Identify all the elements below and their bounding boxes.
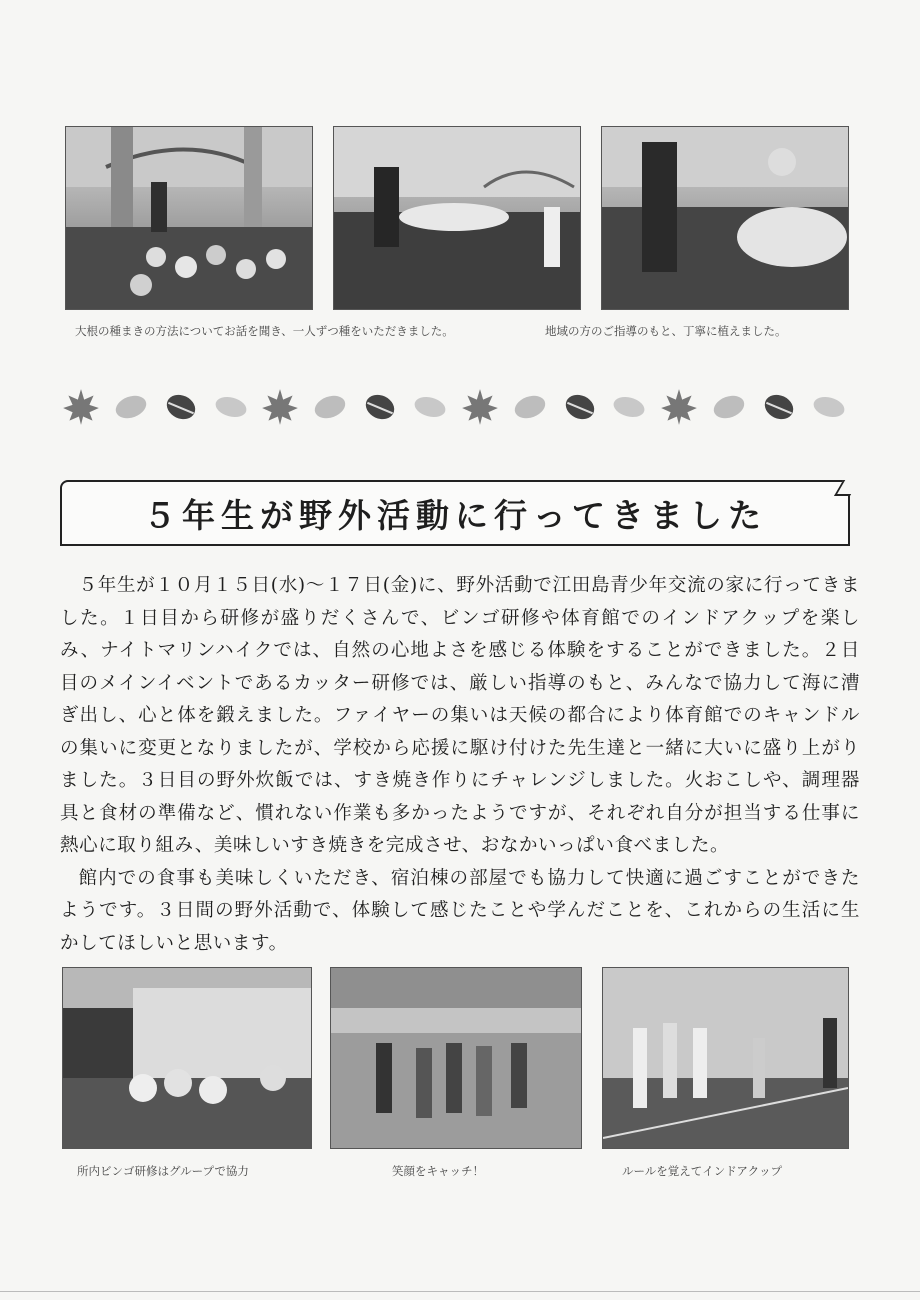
scan-edge-line <box>0 1291 920 1292</box>
maple-leaf-icon <box>459 386 501 428</box>
leaf-icon <box>110 386 152 428</box>
article-title-box <box>60 480 850 546</box>
acorn-leaf-icon <box>559 386 601 428</box>
top-caption-2: 地域の方のご指導のもと、丁寧に植えました。 <box>545 324 787 338</box>
leaf-icon <box>608 386 650 428</box>
bottom-caption-3: ルールを覚えてインドアクップ <box>622 1164 783 1178</box>
maple-leaf-icon <box>259 386 301 428</box>
maple-leaf-icon <box>658 386 700 428</box>
leaf-icon <box>509 386 551 428</box>
photo-indoor <box>602 967 849 1149</box>
leaf-icon <box>309 386 351 428</box>
paragraph-1: ５年生が１０月１５日(水)～１７日(金)に、野外活動で江田島青少年交流の家に行ってきました。１日目から研修が盛りだくさんで、ビンゴ研修や体育館でのインドアクップを楽しみ、ナイトマリンハイクでは、自然の心地よさを感じる体験をすることができました。２日目のメインイベントであるカッター研修では、厳しい指導のもと、みんなで協力して海に漕ぎ出し、心と体を鍛えました。ファイヤーの集いは天候の都合により体育館でのキャンドルの集いに変更となりましたが、学校から応援に駆け付けた先生達と一緒に大いに盛り上がりました。３日目の野外炊飯では、すき焼き作りにチャレンジしました。火おこしや、調理器具と食材の準備など、慣れない作業も多かったようですが、それぞれ自分が担当する仕事に熱心に取り組み、美味しいすき焼きを完成させ、おなかいっぱい食べました。 <box>60 575 860 856</box>
maple-leaf-icon <box>60 386 102 428</box>
photo-planting-2 <box>601 126 849 310</box>
article-body <box>60 570 860 960</box>
photo-seed-talk <box>65 126 313 310</box>
acorn-leaf-icon <box>160 386 202 428</box>
leaf-icon <box>808 386 850 428</box>
acorn-leaf-icon <box>359 386 401 428</box>
top-caption-1: 大根の種まきの方法についてお話を聞き、一人ずつ種をいただきました。 <box>75 324 454 338</box>
leaf-border <box>60 383 850 431</box>
photo-smile <box>330 967 582 1149</box>
photo-bingo <box>62 967 312 1149</box>
leaf-icon <box>210 386 252 428</box>
leaf-icon <box>409 386 451 428</box>
leaf-icon <box>708 386 750 428</box>
acorn-leaf-icon <box>758 386 800 428</box>
photo-planting-1 <box>333 126 581 310</box>
bottom-caption-1: 所内ビンゴ研修はグループで協力 <box>77 1164 249 1178</box>
article-title: ５年生が野外活動に行ってきました <box>143 495 767 535</box>
paragraph-2: 館内での食事も美味しくいただき、宿泊棟の部屋でも協力して快適に過ごすことができたようです。３日間の野外活動で、体験して感じたことや学んだことを、これからの生活に生かしてほしいと思います。 <box>60 867 860 954</box>
bottom-caption-2: 笑顔をキャッチ！ <box>392 1164 484 1178</box>
